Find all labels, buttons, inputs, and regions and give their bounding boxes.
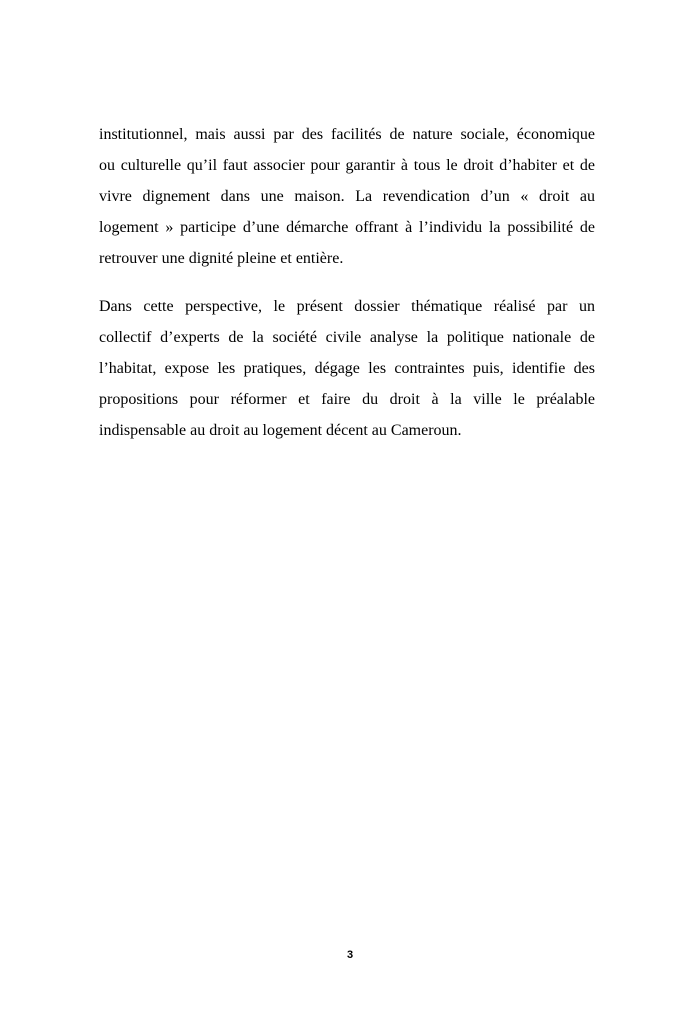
paragraph-line: vivre dignement dans une maison. La revendication d’un « droit au <box>99 188 595 205</box>
paragraph-line: indispensable au droit au logement décent au Cameroun. <box>99 422 462 439</box>
paragraph-line: collectif d’experts de la société civile analyse la politique nationale de <box>99 329 595 346</box>
paragraph-line: logement » participe d’une démarche offrant à l’individu la possibilité de <box>99 219 595 236</box>
paragraph-line: retrouver une dignité pleine et entière. <box>99 250 344 267</box>
paragraph-line: Dans cette perspective, le présent dossier thématique réalisé par un <box>99 298 595 315</box>
paragraph-2 <box>99 291 595 446</box>
paragraph-line: l’habitat, expose les pratiques, dégage les contraintes puis, identifie des <box>99 360 595 377</box>
paragraph-line: propositions pour réformer et faire du droit à la ville le préalable <box>99 391 595 408</box>
paragraph-line: institutionnel, mais aussi par des facilités de nature sociale, économique <box>99 126 595 143</box>
page-number: 3 <box>346 949 354 961</box>
paragraph-1 <box>99 119 595 274</box>
paragraph-line: ou culturelle qu’il faut associer pour garantir à tous le droit d’habiter et de <box>99 157 595 174</box>
